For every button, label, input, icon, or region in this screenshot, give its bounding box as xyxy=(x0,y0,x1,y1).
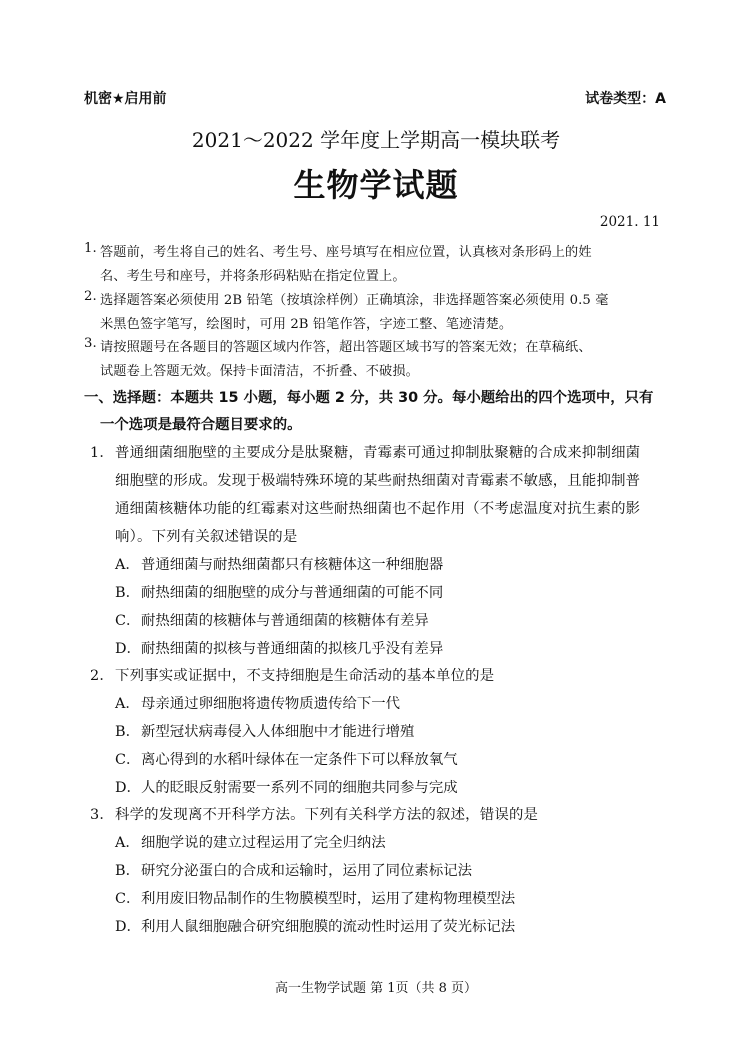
option-label: B． xyxy=(115,585,140,601)
question-stem-line: 响）。下列有关叙述错误的是 xyxy=(115,529,298,545)
option-label: D． xyxy=(115,919,141,935)
question-number: 1． xyxy=(90,445,114,461)
option-text: 耐热细菌的核糖体与普通细菌的核糖体有差异 xyxy=(141,613,429,629)
instruction-line: 选择题答案必须使用 2B 铅笔（按填涂样例）正确填涂，非选择题答案必须使用 0.5 毫 xyxy=(100,293,609,308)
question-stem-line: 细胞壁的形成。发现于极端特殊环境的某些耐热细菌对青霉素不敏感，且能抑制普 xyxy=(115,473,641,489)
paper-type-label: 试卷类型：A xyxy=(585,91,666,107)
option-text: 耐热细菌的细胞壁的成分与普通细菌的可能不同 xyxy=(141,585,444,601)
option-label: A． xyxy=(115,696,140,712)
section-heading: 一、选择题：本题共 15 小题，每小题 2 分，共 30 分。每小题给出的四个选项中，只有 xyxy=(84,390,654,406)
option-label: A． xyxy=(115,835,140,851)
section-heading-cont: 一个选项是最符合题目要求的。 xyxy=(100,417,302,433)
subject-title: 生物学试题 xyxy=(293,166,459,204)
exam-title: 2021～2022 学年度上学期高一模块联考 xyxy=(191,128,561,152)
instruction-number: 2. xyxy=(84,289,97,304)
instruction-line: 米黑色签字笔写，绘图时，可用 2B 铅笔作答，字迹工整、笔迹清楚。 xyxy=(100,317,513,332)
instruction-line: 答题前，考生将自己的姓名、考生号、座号填写在相应位置，认真核对条形码上的姓 xyxy=(100,245,592,260)
instruction-number: 1. xyxy=(84,241,97,256)
option-label: D． xyxy=(115,641,141,657)
question-stem-line: 通细菌核糖体功能的红霉素对这些耐热细菌也不起作用（不考虑温度对抗生素的影 xyxy=(115,501,641,517)
question-stem-line: 普通细菌细胞壁的主要成分是肽聚糖，青霉素可通过抑制肽聚糖的合成来抑制细菌 xyxy=(115,445,641,461)
question-stem-line: 科学的发现离不开科学方法。下列有关科学方法的叙述，错误的是 xyxy=(115,807,539,823)
option-text: 研究分泌蛋白的合成和运输时，运用了同位素标记法 xyxy=(141,863,472,879)
option-label: A． xyxy=(115,557,140,573)
option-text: 利用废旧物品制作的生物膜模型时，运用了建构物理模型法 xyxy=(141,891,516,907)
option-text: 离心得到的水稻叶绿体在一定条件下可以释放氧气 xyxy=(141,752,458,768)
option-label: C． xyxy=(115,891,141,907)
question-stem-line: 下列事实或证据中，不支持细胞是生命活动的基本单位的是 xyxy=(115,668,495,684)
option-text: 细胞学说的建立过程运用了完全归纳法 xyxy=(141,835,386,851)
option-label: B． xyxy=(115,724,140,740)
option-label: B． xyxy=(115,863,140,879)
question-number: 2． xyxy=(90,668,114,684)
confidential-label: 机密★启用前 xyxy=(84,91,167,107)
option-label: D． xyxy=(115,780,141,796)
option-text: 利用人鼠细胞融合研究细胞膜的流动性时运用了荧光标记法 xyxy=(141,919,516,935)
instruction-line: 请按照题号在各题目的答题区域内作答，超出答题区域书写的答案无效；在草稿纸、 xyxy=(100,340,592,355)
option-label: C． xyxy=(115,613,141,629)
option-text: 母亲通过卵细胞将遗传物质遗传给下一代 xyxy=(141,696,401,712)
option-text: 新型冠状病毒侵入人体细胞中才能进行增殖 xyxy=(141,724,415,740)
option-label: C． xyxy=(115,752,141,768)
option-text: 人的眨眼反射需要一系列不同的细胞共同参与完成 xyxy=(141,780,458,796)
option-text: 普通细菌与耐热细菌都只有核糖体这一种细胞器 xyxy=(141,557,444,573)
instruction-line: 试题卷上答题无效。保持卡面清洁，不折叠、不破损。 xyxy=(100,364,419,379)
instruction-number: 3. xyxy=(84,336,97,351)
question-number: 3． xyxy=(90,807,114,823)
option-text: 耐热细菌的拟核与普通细菌的拟核几乎没有差异 xyxy=(141,641,444,657)
exam-date: 2021. 11 xyxy=(599,214,660,230)
page-footer: 高一生物学试题 第 1页（共 8 页） xyxy=(274,981,478,996)
instruction-line: 名、考生号和座号，并将条形码粘贴在指定位置上。 xyxy=(100,269,406,284)
